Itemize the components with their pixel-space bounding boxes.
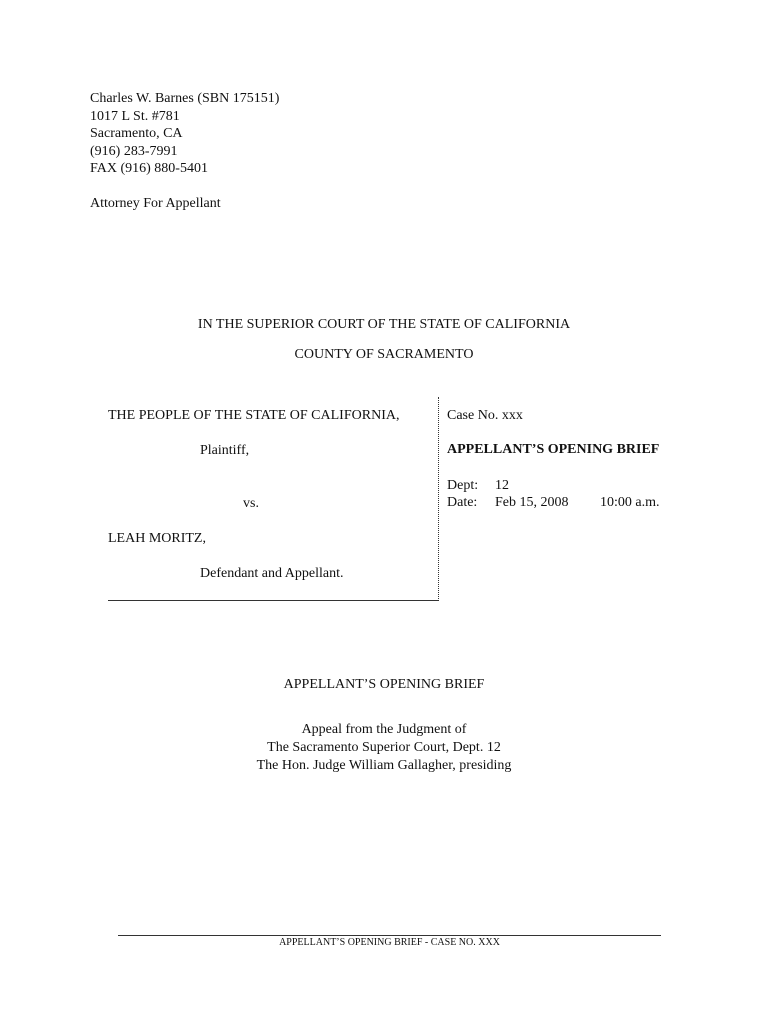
county-heading: COUNTY OF SACRAMENTO: [294, 347, 474, 362]
caption-brief-title: APPELLANT’S OPENING BRIEF: [447, 442, 660, 457]
attorney-phone: (916) 283-7991: [90, 143, 178, 159]
dept-label: Dept:: [447, 478, 479, 493]
defendant-party: LEAH MORITZ,: [108, 531, 206, 546]
attorney-info-block: [90, 90, 279, 212]
defendant-role: Defendant and Appellant.: [200, 566, 344, 581]
attorney-address-line2: Sacramento, CA: [90, 126, 183, 141]
case-number: Case No. xxx: [447, 408, 523, 423]
spacer: [90, 178, 279, 195]
date-label: Date:: [447, 495, 478, 510]
court-name-heading: IN THE SUPERIOR COURT OF THE STATE OF CALIFORNIA: [197, 317, 571, 332]
versus-label: vs.: [243, 496, 259, 511]
appeal-line-1: Appeal from the Judgment of: [301, 722, 467, 737]
page-footer: APPELLANT’S OPENING BRIEF - CASE NO. XXX: [279, 937, 500, 945]
attorney-role: Attorney For Appellant: [90, 195, 221, 211]
appeal-line-2: The Sacramento Superior Court, Dept. 12: [267, 740, 501, 755]
document-title: APPELLANT’S OPENING BRIEF: [283, 677, 485, 692]
appeal-line-3: The Hon. Judge William Gallagher, presiding: [256, 758, 512, 773]
case-caption-parties: [108, 397, 439, 601]
attorney-fax: FAX (916) 880-5401: [90, 161, 208, 176]
attorney-address-line1: 1017 L St. #781: [90, 108, 180, 124]
plaintiff-party: THE PEOPLE OF THE STATE OF CALIFORNIA,: [108, 408, 400, 423]
plaintiff-role: Plaintiff,: [200, 443, 250, 458]
date-value: Feb 15, 2008: [495, 495, 569, 510]
attorney-name: Charles W. Barnes (SBN 175151): [90, 91, 280, 106]
time-value: 10:00 a.m.: [600, 495, 660, 510]
dept-value: 12: [495, 478, 509, 493]
appeal-description: [0, 721, 768, 775]
